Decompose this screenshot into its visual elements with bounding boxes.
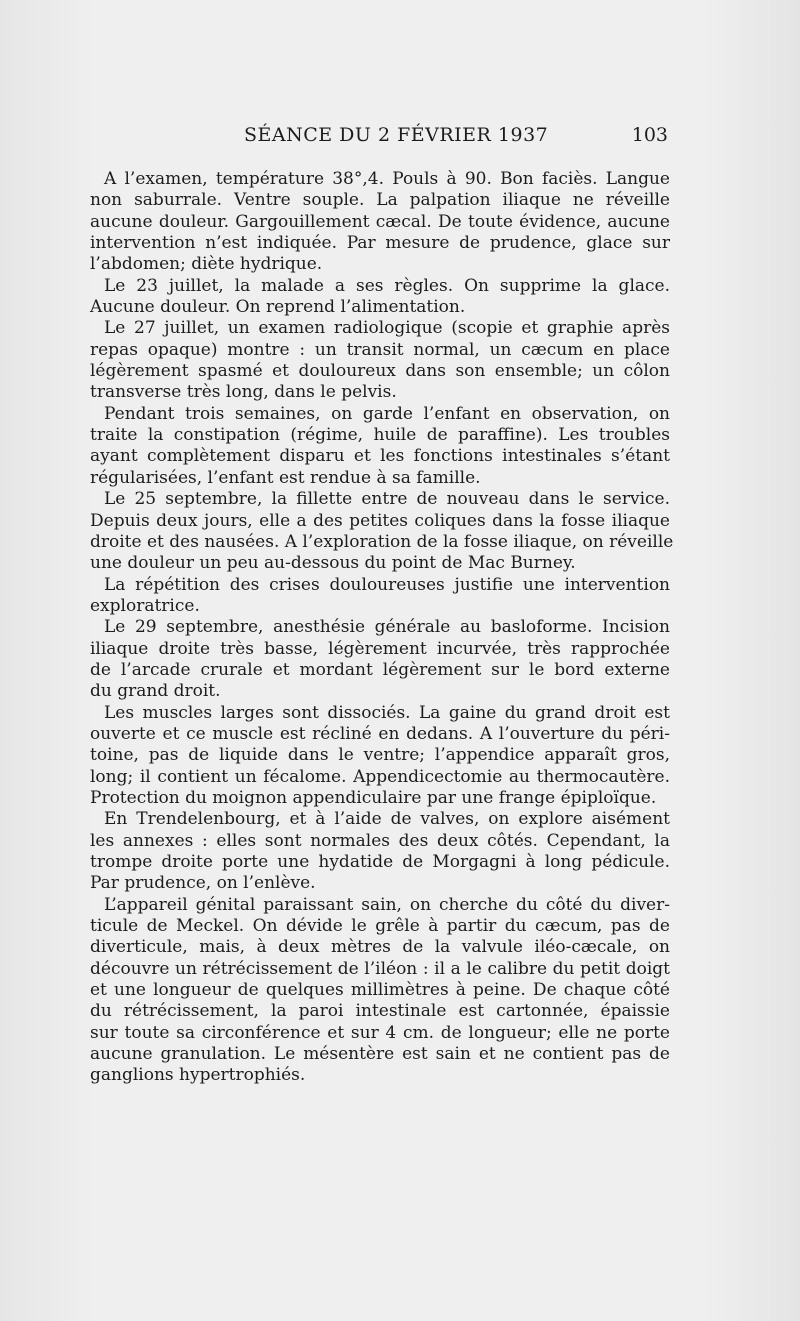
text-line: La répétition des crises douloureuses justifie une intervention [104,574,670,595]
page-number: 103 [631,124,668,146]
text-line: Protection du moignon appendiculaire par une frange épiploïque. [90,787,657,808]
text-line: long; il contient un fécalome. Appendicectomie au thermocautère. [90,766,670,787]
text-line: sur toute sa circonférence et sur 4 cm. de longueur; elle ne porte [90,1022,670,1043]
text-line: intervention n’est indiquée. Par mesure de prudence, glace sur [90,233,670,254]
text-line: diverticule, mais, à deux mètres de la valvule iléo-cæcale, on [90,937,670,958]
text-line: régularisées, l’enfant est rendue à sa famille. [90,467,481,488]
running-head: SÉANCE DU 2 FÉVRIER 1937 [244,124,549,146]
text-line: repas opaque) montre : un transit normal, un cæcum en place [90,339,670,360]
body-text [90,169,674,1087]
text-line: ayant complètement disparu et les fonctions intestinales s’étant [90,446,670,467]
text-line: aucune granulation. Le mésentère est sain et ne contient pas de [90,1044,670,1065]
text-line: L’appareil génital paraissant sain, on cherche du côté du diver- [104,894,670,915]
text-line: Aucune douleur. On reprend l’alimentation. [90,297,466,318]
text-line: A l’examen, température 38°,4. Pouls à 90. Bon faciès. Langue [104,169,670,189]
text-line: Le 27 juillet, un examen radiologique (scopie et graphie après [104,318,670,339]
text-line: et une longueur de quelques millimètres à peine. De chaque côté [90,980,670,1001]
text-line: de l’arcade crurale et mordant légèrement sur le bord externe [90,659,670,680]
text-line: Pendant trois semaines, on garde l’enfant en observation, on [104,403,670,424]
text-line: En Trendelenbourg, et à l’aide de valves, on explore aisément [104,809,670,830]
text-line: Depuis deux jours, elle a des petites coliques dans la fosse iliaque [90,510,670,531]
page-header [90,124,668,150]
text-line: découvre un rétrécissement de l’iléon : il a le calibre du petit doigt [90,958,670,979]
text-line: ganglions hypertrophiés. [90,1065,306,1086]
text-line: droite et des nausées. A l’exploration de la fosse iliaque, on réveille [90,531,674,552]
text-line: non saburrale. Ventre souple. La palpation iliaque ne réveille [90,190,670,211]
text-line: Les muscles larges sont dissociés. La gaine du grand droit est [104,702,670,723]
text-line: l’abdomen; diète hydrique. [90,254,323,275]
text-line: iliaque droite très basse, légèrement incurvée, très rapprochée [90,638,670,659]
text-line: ticule de Meckel. On dévide le grêle à partir du cæcum, pas de [90,916,670,937]
text-line: toine, pas de liquide dans le ventre; l’appendice apparaît gros, [90,745,670,766]
text-line: trompe droite porte une hydatide de Morgagni à long pédicule. [90,852,670,872]
text-line: exploratrice. [90,595,200,616]
text-line: Le 29 septembre, anesthésie générale au basloforme. Incision [104,617,670,638]
text-line: transverse très long, dans le pelvis. [90,382,397,403]
text-line: aucune douleur. Gargouillement cæcal. De toute évidence, aucune [90,211,670,232]
text-line: Le 25 septembre, la fillette entre de nouveau dans le service. [104,489,670,510]
text-line: Le 23 juillet, la malade a ses règles. On supprime la glace. [104,275,670,296]
text-line: traite la constipation (régime, huile de paraffine). Les troubles [90,425,670,446]
text-line: Par prudence, on l’enlève. [90,873,316,894]
text-line: du grand droit. [90,681,221,702]
text-line: légèrement spasmé et douloureux dans son ensemble; un côlon [90,361,670,382]
text-line: ouverte et ce muscle est récliné en dedans. A l’ouverture du péri- [90,723,670,744]
text-line: une douleur un peu au-dessous du point de Mac Burney. [90,553,576,574]
text-line: du rétrécissement, la paroi intestinale est cartonnée, épaissie [90,1001,670,1022]
text-line: les annexes : elles sont normales des deux côtés. Cependant, la [90,830,670,851]
